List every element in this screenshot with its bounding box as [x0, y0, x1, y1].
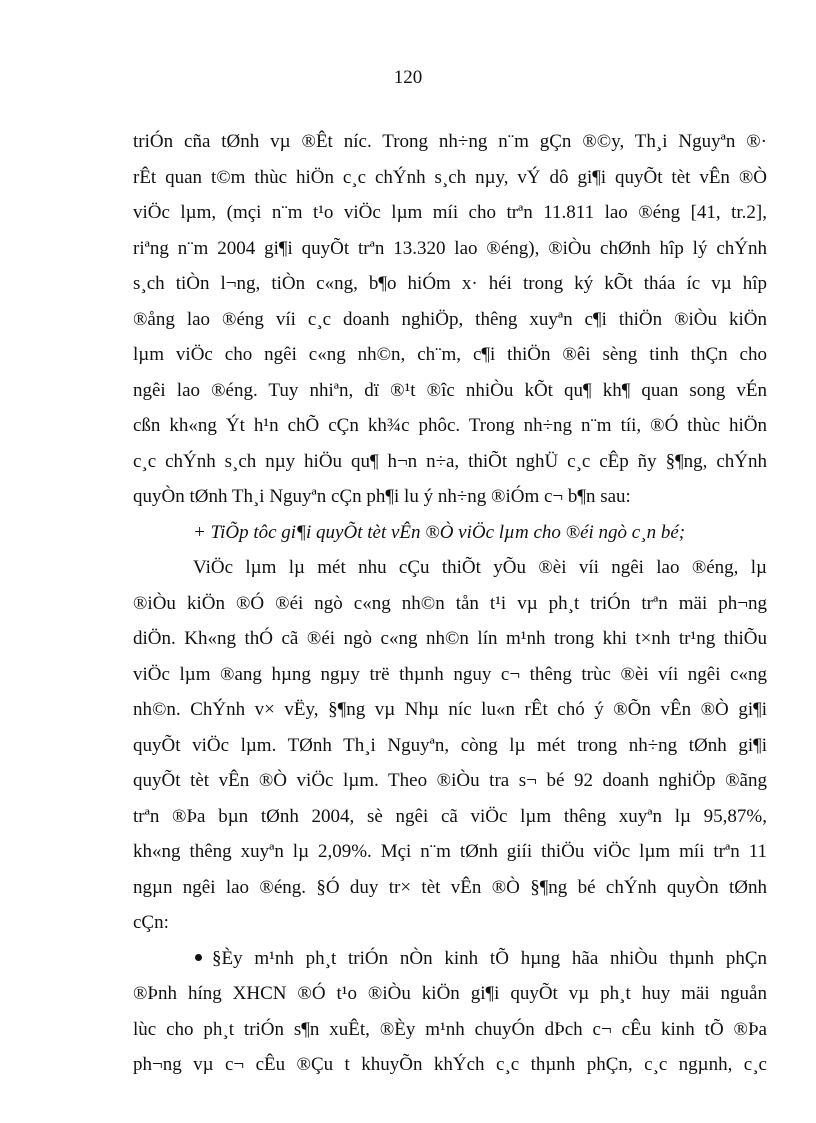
text-line: s¸ch tiÒn l¬ng, tiÒn c«ng, b¶o hiÓm x· héi trong ký kÕt tháa íc vµ hîp — [133, 273, 767, 294]
text-line: nh©n. ChÝnh v× vËy, §¶ng vµ Nhµ níc lu«n rÊt chó ý ®Õn vÊn ®Ò gi¶i — [133, 699, 767, 720]
page-number: 120 — [393, 67, 423, 88]
text-line: kh«ng thêng xuyªn lµ 2,09%. Mçi n¨m tØnh giíi thiÖu viÖc lµm míi trªn 11 — [133, 841, 767, 862]
text-line: quyÕt tèt vÊn ®Ò viÖc lµm. Theo ®iÒu tra s¬ bé 92 doanh nghiÖp ®ãng — [133, 770, 767, 791]
text-line: viÖc lµm ®ang hµng ngµy trë thµnh nguy c¬ thêng trùc ®èi víi ngêi c«ng — [133, 663, 767, 685]
body-text — [133, 124, 767, 1083]
text-line: c¸c chÝnh s¸ch nµy hiÖu qu¶ h¬n n÷a, thiÕt nghÜ c¸c cÊp ñy §¶ng, chÝnh — [133, 450, 767, 472]
text-line: ®ång lao ®éng víi c¸c doanh nghiÖp, thêng xuyªn c¶i thiÖn ®iÒu kiÖn — [133, 308, 767, 330]
text-line: cÇn: — [133, 912, 169, 933]
section-heading: + TiÕp tôc gi¶i quyÕt tèt vÊn ®Ò viÖc lµm cho ®éi ngò c¸n bé; — [193, 521, 686, 543]
text-line: ®Þnh híng XHCN ®Ó t¹o ®iÒu kiÖn gi¶i quyÕt vµ ph¸t huy mäi nguån — [133, 983, 767, 1004]
text-line: trªn ®Þa bµn tØnh 2004, sè ngêi cã viÖc lµm thêng xuyªn lµ 95,87%, — [133, 805, 767, 827]
text-line: diÖn. Kh«ng thÓ cã ®éi ngò c«ng nh©n lín m¹nh trong khi t×nh tr¹ng thiÕu — [133, 628, 767, 649]
text-line: lùc cho ph¸t triÓn s¶n xuÊt, ®Èy m¹nh chuyÓn dÞch c¬ cÊu kinh tÕ ®Þa — [133, 1018, 767, 1040]
text-line: lµm viÖc cho ngêi c«ng nh©n, ch¨m, c¶i thiÖn ®êi sèng tinh thÇn cho — [133, 344, 767, 365]
text-line: ngµn ngêi lao ®éng. §Ó duy tr× tèt vÊn ®Ò §¶ng bé chÝnh quyÒn tØnh — [133, 876, 767, 898]
text-line: quyÕt viÖc lµm. TØnh Th¸i Nguyªn, còng lµ mét trong nh÷ng tØnh gi¶i — [133, 734, 767, 756]
text-line: cßn kh«ng Ýt h¹n chÕ cÇn kh¾c phôc. Trong nh÷ng n¨m tíi, ®Ó thùc hiÖn — [133, 415, 767, 436]
text-line: ®iÒu kiÖn ®Ó ®éi ngò c«ng nh©n tån t¹i vµ ph¸t triÓn trªn mäi ph¬ng — [133, 592, 767, 614]
bullet-item — [133, 941, 767, 977]
text-line: quyÒn tØnh Th¸i Nguyªn cÇn ph¶i lu ý nh÷ng ®iÓm c¬ b¶n sau: — [133, 486, 631, 507]
text-line: viÖc lµm, (mçi n¨m t¹o viÖc lµm míi cho trªn 11.811 lao ®éng [41, tr.2], — [133, 202, 767, 223]
text-line: triÓn cña tØnh vµ ®Êt níc. Trong nh÷ng n¨m gÇn ®©y, Th¸i Nguyªn ®· — [133, 131, 767, 152]
text-line: riªng n¨m 2004 gi¶i quyÕt trªn 13.320 lao ®éng), ®iÒu chØnh hîp lý chÝnh — [133, 237, 767, 259]
text-line: ViÖc lµm lµ mét nhu cÇu thiÕt yÕu ®èi víi ngêi lao ®éng, lµ — [193, 557, 767, 578]
bullet-icon — [195, 954, 202, 961]
text-line: rÊt quan t©m thùc hiÖn c¸c chÝnh s¸ch nµy, vÝ dô gi¶i quyÕt tèt vÊn ®Ò — [133, 166, 767, 188]
text-line: ph¬ng vµ c¬ cÊu ®Çu t khuyÕn khÝch c¸c thµnh phÇn, c¸c ngµnh, c¸c — [133, 1054, 767, 1075]
text-line: ngêi lao ®éng. Tuy nhiªn, dï ®¹t ®îc nhiÒu kÕt qu¶ kh¶ quan song vÉn — [133, 379, 767, 401]
bullet-text: §Èy m¹nh ph¸t triÓn nÒn kinh tÕ hµng hãa nhiÒu thµnh phÇn — [212, 947, 767, 969]
